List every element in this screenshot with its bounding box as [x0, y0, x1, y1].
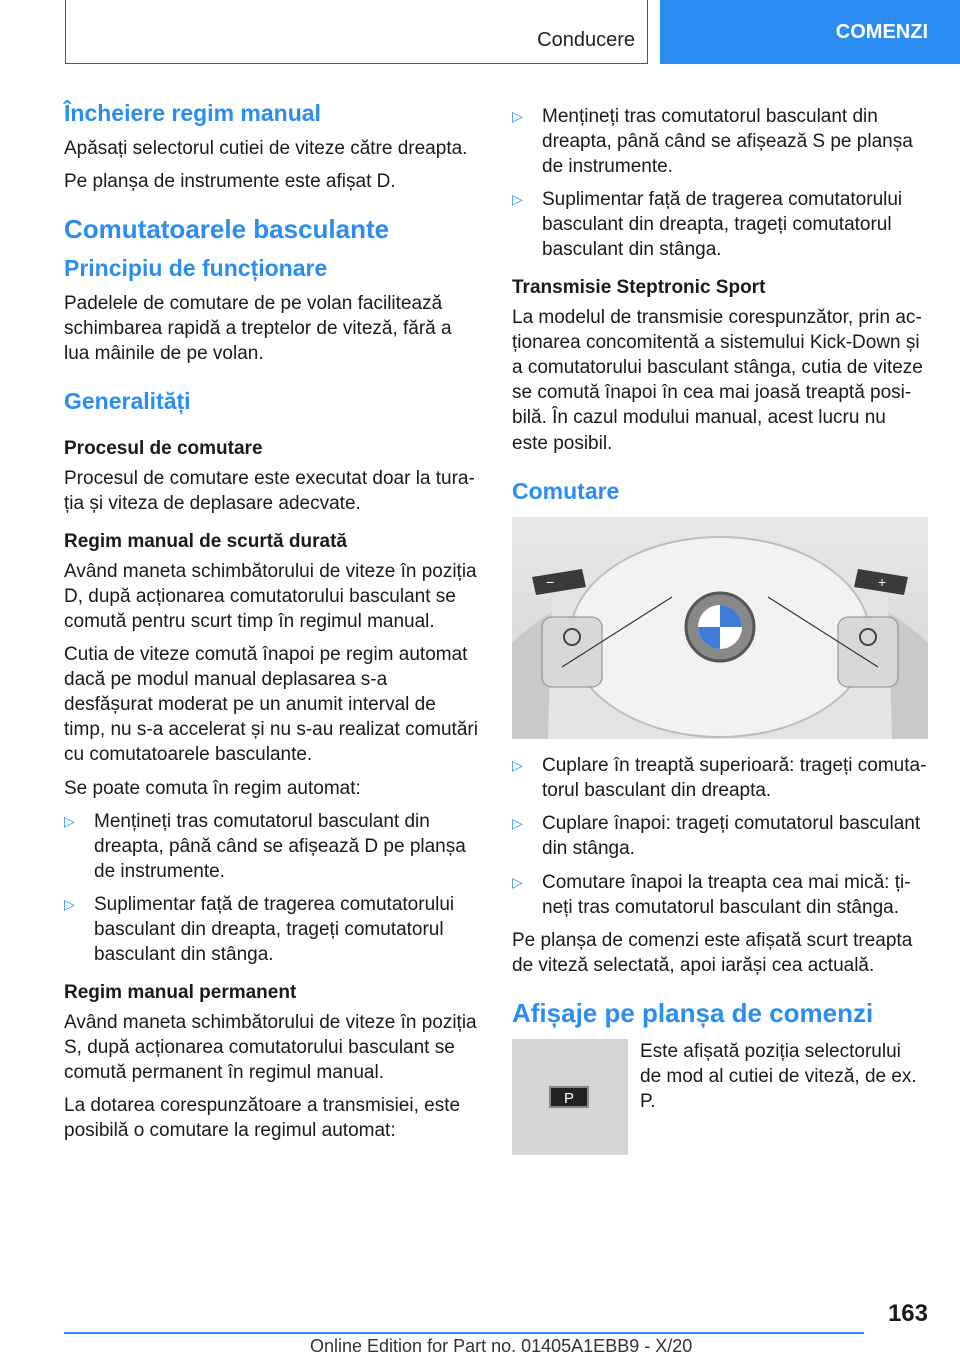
paragraph: La modelul de transmisie corespunzător, prin acționarea concomitentă a sistemului Kick-Down și a comutatorului basculant stânga, cutia de viteze se comută înapoi în cea mai joasă treaptă posibilă. În cazul modului manual, acest lucru nu este posibil. [512, 307, 923, 454]
paragraph: La dotarea corespunzătoare a transmisiei, este posibilă o comutare la regimul automat: [64, 1094, 461, 1142]
heading-permanent: Regim manual permanent [64, 982, 297, 1004]
heading-steptronic: Transmisie Steptronic Sport [512, 277, 766, 299]
chapter-tab[interactable]: COMENZI [660, 0, 960, 64]
heading-scurta-durata: Regim manual de scurtă durată [64, 531, 347, 553]
heading-comutare: Comutare [512, 477, 620, 504]
section-title: Conducere [537, 29, 635, 51]
right-column [512, 100, 927, 1155]
minus-paddle-label: − [546, 574, 555, 591]
list-item: ▷ Suplimentar față de tragerea comutatorului basculant din dreapta, trageți comutatorul basculant din stânga. [512, 189, 903, 261]
bullet-list-auto-s [512, 104, 927, 262]
triangle-bullet-icon: ▷ [512, 191, 523, 208]
page-number: 163 [887, 1300, 928, 1327]
steering-wheel-image [512, 517, 928, 739]
paragraph: Se poate comuta în regim automat: [64, 777, 361, 799]
left-column [64, 100, 479, 1151]
paragraph: Padelele de comutare de pe volan facilitează schimbarea rapidă a treptelor de viteză, fără a lua mâinile de pe volan. [64, 292, 452, 364]
heading-comutatoarele: Comutatoarele basculante [64, 213, 390, 244]
paragraph: Pe planșa de instrumente este afișat D. [64, 170, 396, 192]
list-item: ▷ Suplimentar față de tragerea comutatorului basculant din dreapta, trageți comutatorul basculant din stânga. [64, 893, 455, 965]
triangle-bullet-icon: ▷ [512, 815, 523, 832]
paragraph: Având maneta schimbătorului de viteze în poziția S, după acționarea comutatorului basculant se comută permanent în regimul manual. [64, 1011, 477, 1083]
list-item: ▷ Mențineți tras comutatorul basculant din dreapta, până când se afișează D pe planșa de instrumente. [64, 810, 466, 882]
heading-incheiere: Încheiere regim manual [64, 100, 321, 126]
list-item: ▷ Mențineți tras comutatorul basculant din dreapta, până când se afișează S pe planșa de instrumente. [512, 106, 913, 178]
footer-edition: Online Edition for Part no. 01405A1EBB9 - X/20 [310, 1336, 693, 1356]
display-image [512, 1039, 628, 1155]
triangle-bullet-icon: ▷ [512, 757, 523, 774]
list-item: ▷ Cuplare în treaptă superioară: trageți comutatorul basculant din dreapta. [512, 755, 927, 802]
triangle-bullet-icon: ▷ [512, 873, 523, 890]
plus-paddle-label: + [878, 574, 887, 591]
triangle-bullet-icon: ▷ [64, 895, 75, 912]
park-symbol-icon: P [549, 1086, 589, 1108]
paragraph: Pe planșa de comenzi este afișată scurt treapta de viteză selectată, apoi iarăși cea actuală. [512, 929, 913, 976]
paragraph: Cutia de viteze comută înapoi pe regim automat dacă pe modul manual deplasarea s-a desfășurat moderat pe un anumit interval de timp, nu s-a accelerat și nu s-au realizat comutări cu comutatoarele basculante. [64, 644, 478, 766]
heading-generalitati: Generalități [64, 387, 191, 414]
header-section-box [65, 0, 648, 64]
heading-principiu: Principiu de funcționare [64, 254, 328, 281]
paragraph: Este afișată poziția selectorului de mod al cutiei de viteză, de ex. P. [640, 1041, 917, 1113]
list-item: ▷ Cuplare înapoi: trageți comutatorul basculant din stânga. [512, 813, 921, 860]
heading-afisaje: Afișaje pe planșa de comenzi [512, 997, 874, 1028]
footer-divider [64, 1332, 864, 1334]
heading-procesul: Procesul de comutare [64, 438, 263, 460]
triangle-bullet-icon: ▷ [512, 108, 523, 124]
bullet-list-auto [64, 809, 479, 967]
paragraph: Procesul de comutare este executat doar la turația și viteza de deplasare adecvate. [64, 468, 475, 515]
triangle-bullet-icon: ▷ [64, 812, 75, 829]
paragraph: Apăsați selectorul cutiei de viteze către dreapta. [64, 137, 468, 159]
paragraph: Având maneta schimbătorului de viteze în poziția D, după acționarea comutatorului basculant se comută pentru scurt timp în regimul manual. [64, 560, 477, 633]
display-row [512, 1039, 927, 1155]
bullet-list-comutare [512, 753, 927, 919]
list-item: ▷ Comutare înapoi la treapta cea mai mică: țineți tras comutatorul basculant din stânga. [512, 871, 911, 918]
